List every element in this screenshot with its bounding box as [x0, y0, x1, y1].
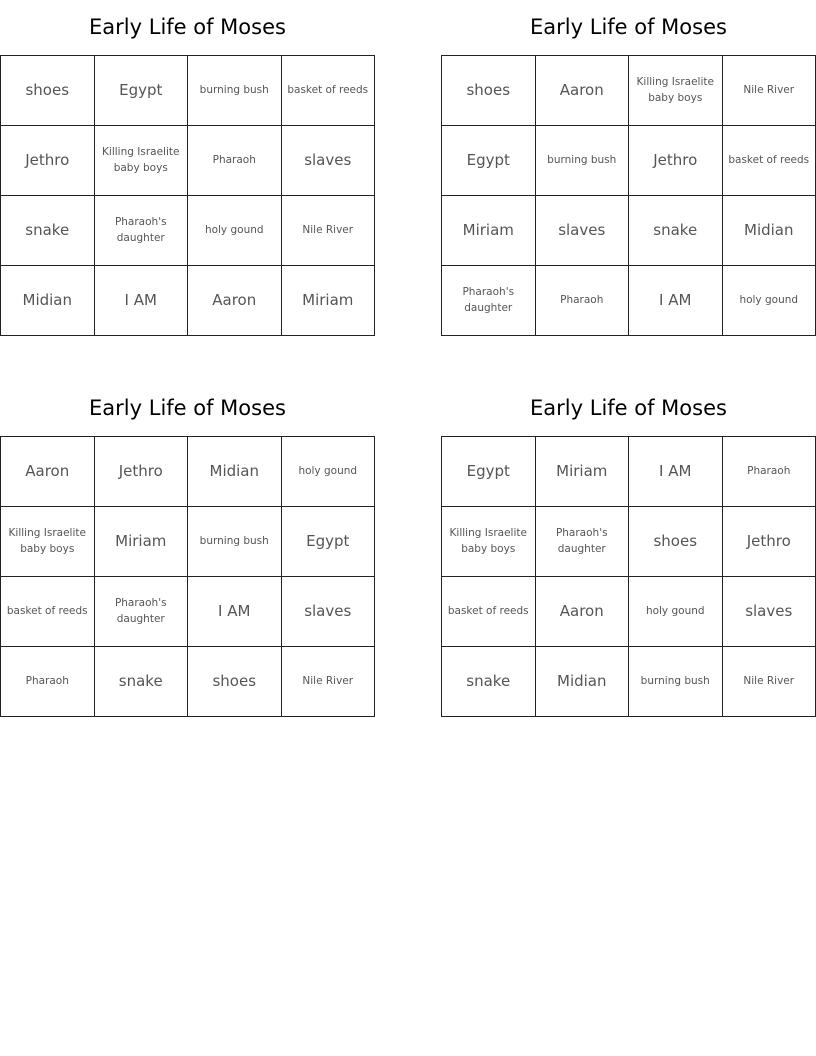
bingo-card-2: [441, 0, 816, 336]
bingo-cell: slaves: [723, 577, 816, 647]
bingo-cell: Miriam: [95, 507, 189, 577]
bingo-cell: slaves: [282, 577, 376, 647]
bingo-cell: Miriam: [282, 266, 376, 336]
bingo-cell: shoes: [188, 647, 282, 717]
bingo-cell: Egypt: [442, 437, 536, 507]
bingo-cell: snake: [442, 647, 536, 717]
bingo-cell: Pharaoh's daughter: [536, 507, 630, 577]
bingo-cell: Midian: [188, 437, 282, 507]
bingo-cell: Aaron: [1, 437, 95, 507]
bingo-cell: Midian: [536, 647, 630, 717]
bingo-cell: I AM: [188, 577, 282, 647]
bingo-grid: [0, 436, 375, 717]
bingo-cell: basket of reeds: [282, 56, 376, 126]
bingo-cell: I AM: [95, 266, 189, 336]
bingo-cell: Nile River: [723, 56, 816, 126]
bingo-cell: Midian: [723, 196, 816, 266]
bingo-cell: Killing Israelite baby boys: [442, 507, 536, 577]
bingo-cell: burning bush: [188, 56, 282, 126]
bingo-cell: slaves: [282, 126, 376, 196]
bingo-cell: Jethro: [1, 126, 95, 196]
bingo-cell: burning bush: [188, 507, 282, 577]
bingo-cell: Pharaoh: [1, 647, 95, 717]
bingo-cell: holy gound: [282, 437, 376, 507]
bingo-cell: Pharaoh's daughter: [95, 577, 189, 647]
bingo-cell: Miriam: [536, 437, 630, 507]
bingo-cell: Egypt: [442, 126, 536, 196]
bingo-cell: Aaron: [188, 266, 282, 336]
bingo-cell: snake: [95, 647, 189, 717]
bingo-cell: holy gound: [188, 196, 282, 266]
bingo-cell: holy gound: [723, 266, 816, 336]
bingo-cell: slaves: [536, 196, 630, 266]
bingo-cell: Aaron: [536, 577, 630, 647]
bingo-cell: Pharaoh: [536, 266, 630, 336]
bingo-grid: [441, 436, 816, 717]
bingo-cell: shoes: [442, 56, 536, 126]
bingo-cell: Jethro: [629, 126, 723, 196]
bingo-cell: Pharaoh's daughter: [95, 196, 189, 266]
bingo-cell: Egypt: [282, 507, 376, 577]
bingo-cell: burning bush: [536, 126, 630, 196]
bingo-cell: shoes: [1, 56, 95, 126]
bingo-cell: Nile River: [282, 196, 376, 266]
bingo-cell: Pharaoh: [723, 437, 816, 507]
bingo-cell: Pharaoh's daughter: [442, 266, 536, 336]
bingo-cell: Killing Israelite baby boys: [1, 507, 95, 577]
bingo-cell: Aaron: [536, 56, 630, 126]
bingo-cell: Jethro: [95, 437, 189, 507]
card-title: Early Life of Moses: [89, 396, 286, 420]
bingo-cell: Nile River: [282, 647, 376, 717]
bingo-cell: burning bush: [629, 647, 723, 717]
bingo-cell: I AM: [629, 437, 723, 507]
bingo-cell: basket of reeds: [442, 577, 536, 647]
bingo-cell: Jethro: [723, 507, 816, 577]
bingo-cell: Killing Israelite baby boys: [95, 126, 189, 196]
bingo-cell: Nile River: [723, 647, 816, 717]
bingo-cell: snake: [1, 196, 95, 266]
card-title: Early Life of Moses: [530, 15, 727, 39]
bingo-card-4: [441, 381, 816, 717]
bingo-grid: [441, 55, 816, 336]
bingo-cell: snake: [629, 196, 723, 266]
bingo-cell: Miriam: [442, 196, 536, 266]
bingo-grid: [0, 55, 375, 336]
bingo-cell: Midian: [1, 266, 95, 336]
bingo-cell: I AM: [629, 266, 723, 336]
bingo-cell: Pharaoh: [188, 126, 282, 196]
card-title: Early Life of Moses: [89, 15, 286, 39]
bingo-cell: Killing Israelite baby boys: [629, 56, 723, 126]
card-title: Early Life of Moses: [530, 396, 727, 420]
bingo-cell: holy gound: [629, 577, 723, 647]
bingo-cell: basket of reeds: [723, 126, 816, 196]
bingo-card-3: [0, 381, 375, 717]
bingo-cell: shoes: [629, 507, 723, 577]
bingo-cell: Egypt: [95, 56, 189, 126]
bingo-cell: basket of reeds: [1, 577, 95, 647]
bingo-card-1: [0, 0, 375, 336]
